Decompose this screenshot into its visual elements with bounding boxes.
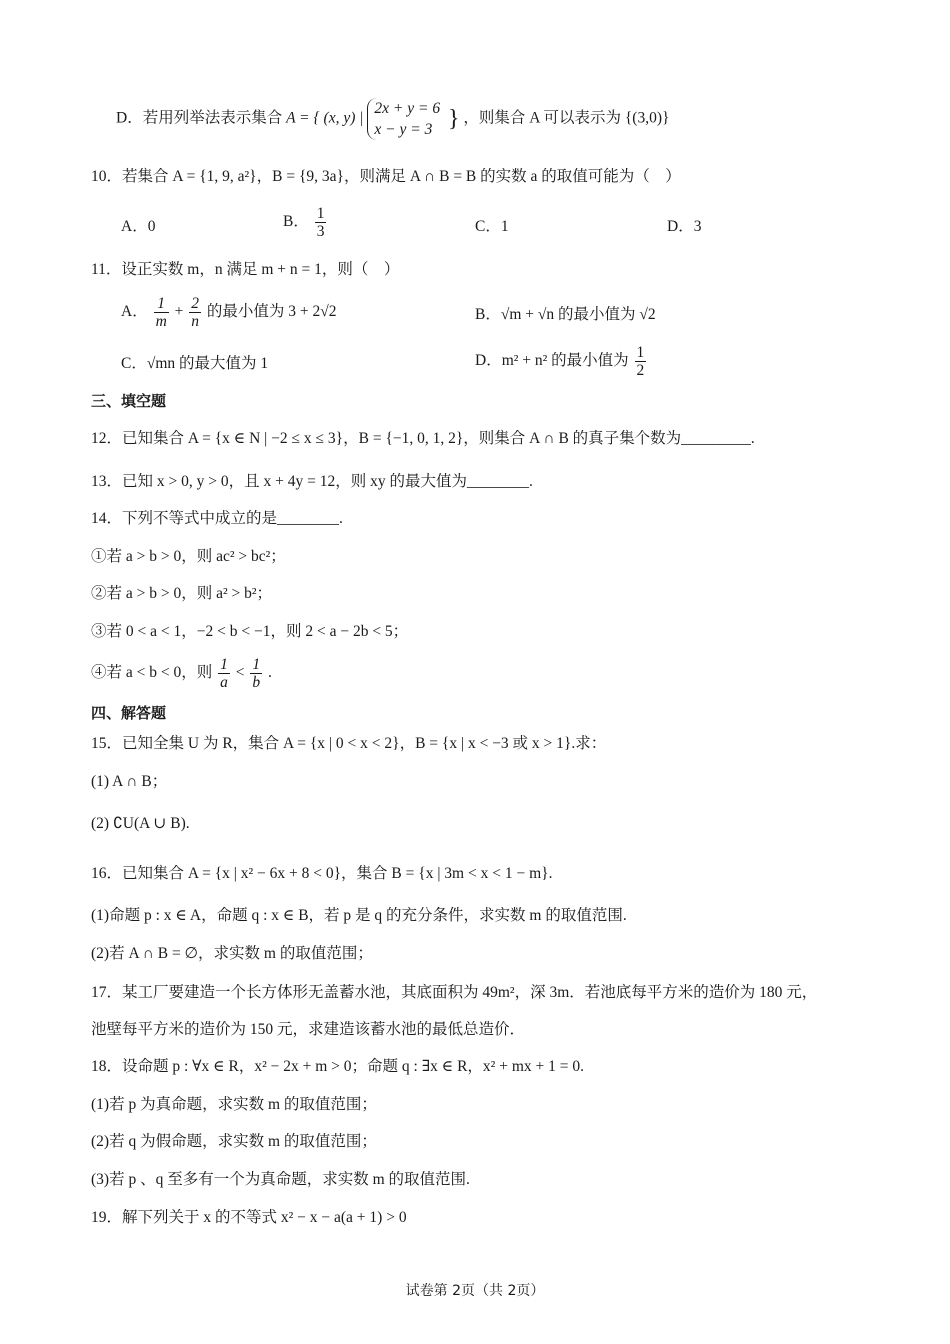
q14-o4-frac1 [218, 656, 230, 691]
q10-option-c: C．1 [475, 218, 509, 235]
q11-option-d [475, 344, 648, 379]
q10-option-b [283, 205, 328, 240]
q14-option-1: ①若 a > b > 0，则 ac² > bc²； [91, 548, 286, 565]
q11-d-label: D．m² + n² 的最小值为 [475, 352, 629, 370]
q11-stem: 11．设正实数 m，n 满足 m + n = 1，则（ ） [91, 261, 400, 278]
q9-d-prefix: D．若用列举法表示集合 [116, 109, 283, 127]
q14-option-2: ②若 a > b > 0，则 a² > b²； [91, 585, 273, 602]
q17-line-2: 池壁每平方米的造价为 150 元，求建造该蓄水池的最低总造价． [91, 1021, 526, 1038]
q11-a-mid: + [174, 303, 184, 321]
q9-option-d [116, 98, 669, 140]
q10-b-fraction [315, 205, 327, 240]
q14-stem: 14．下列不等式中成立的是________. [91, 510, 343, 527]
q10-b-num: 1 [316, 205, 325, 222]
q14-o4-d2: b [252, 674, 261, 691]
q9-d-set-a: A = { (x, y) | [286, 109, 364, 127]
q11-d-num: 1 [636, 344, 645, 361]
q11-a-d1: m [155, 313, 167, 330]
q9-d-result: {(3,0)} [624, 109, 670, 127]
q10-stem: 10．若集合 A = {1, 9, a²}，B = {9, 3a}，则满足 A ∩ B = B 的实数 a 的取值可能为（ ） [91, 168, 681, 185]
q11-a-n1: 1 [154, 295, 169, 313]
q11-option-b: B．√m + √n 的最小值为 √2 [475, 306, 656, 323]
q11-a-frac2 [189, 295, 201, 330]
q18-stem: 18．设命题 p : ∀x ∈ R，x² − 2x + m > 0；命题 q : ∃x ∈ R，x² + mx + 1 = 0. [91, 1058, 584, 1075]
q11-a-label: A． [121, 303, 148, 321]
q10-option-a: A．0 [121, 218, 156, 235]
q15-part-2: (2) ∁U(A ∪ B). [91, 815, 190, 832]
section-answer-heading: 四、解答题 [91, 704, 167, 722]
q16-part-1: (1)命题 p : x ∈ A，命题 q : x ∈ B，若 p 是 q 的充分条件，求实数 m 的取值范围. [91, 907, 627, 924]
page-footer: 试卷第 2页（共 2页） [405, 1283, 545, 1299]
q18-part-1: (1)若 p 为真命题，求实数 m 的取值范围； [91, 1096, 377, 1113]
q12: 12．已知集合 A = {x ∈ N | −2 ≤ x ≤ 3}，B = {−1, 0, 1, 2}，则集合 A ∩ B 的真子集个数为_________. [91, 430, 755, 447]
q11-a-d2: n [191, 313, 200, 330]
q15-part-1: (1) A ∩ B； [91, 773, 168, 790]
q14-o4-mid: < [235, 664, 245, 682]
q15-stem: 15．已知全集 U 为 R，集合 A = {x | 0 < x < 2}，B = {x | x < −3 或 x > 1}.求： [91, 735, 607, 752]
q14-o4-frac2 [250, 656, 262, 691]
q9-d-eq1: 2x + y = 6 [374, 100, 441, 117]
q9-d-eq2: x − y = 3 [374, 121, 433, 138]
q14-option-3: ③若 0 < a < 1，−2 < b < −1，则 2 < a − 2b < 5； [91, 623, 409, 640]
q9-d-close: } [447, 106, 460, 132]
q11-a-n2: 2 [191, 295, 200, 312]
q14-o4-d1: a [220, 674, 228, 691]
q16-stem: 16．已知集合 A = {x | x² − 6x + 8 < 0}，集合 B = {x | 3m < x < 1 − m}. [91, 865, 553, 882]
q11-a-frac1 [154, 295, 169, 330]
q9-d-suffix: ，则集合 A 可以表示为 [463, 109, 621, 127]
q19: 19．解下列关于 x 的不等式 x² − x − a(a + 1) > 0 [91, 1209, 407, 1226]
q9-d-system [367, 98, 444, 140]
q11-d-den: 2 [636, 362, 645, 379]
q10-option-d: D．3 [667, 218, 702, 235]
q11-d-fraction [635, 344, 647, 379]
q18-part-3: (3)若 p 、q 至多有一个为真命题，求实数 m 的取值范围. [91, 1171, 470, 1188]
q17-line-1: 17．某工厂要建造一个长方体形无盖蓄水池，其底面积为 49m²，深 3m．若池底每平方米的造价为 180 元， [91, 984, 818, 1001]
q11-option-a [121, 295, 337, 330]
q11-option-c: C．√mn 的最大值为 1 [121, 355, 269, 372]
q14-o4-n2: 1 [252, 656, 261, 673]
q13: 13．已知 x > 0, y > 0，且 x + 4y = 12，则 xy 的最大值为________. [91, 473, 533, 490]
q14-o4-end: . [268, 664, 272, 682]
q14-o4-pre: ④若 a < b < 0，则 [91, 664, 213, 682]
q10-b-den: 3 [316, 223, 325, 240]
q18-part-2: (2)若 q 为假命题，求实数 m 的取值范围； [91, 1133, 377, 1150]
q14-o4-n1: 1 [220, 656, 228, 673]
section-fill-in-heading: 三、填空题 [91, 392, 167, 410]
q11-a-tail: 的最小值为 3 + 2√2 [206, 303, 337, 321]
q10-b-label: B． [283, 213, 309, 231]
q16-part-2: (2)若 A ∩ B = ∅，求实数 m 的取值范围； [91, 945, 373, 962]
q14-option-4 [91, 656, 272, 691]
